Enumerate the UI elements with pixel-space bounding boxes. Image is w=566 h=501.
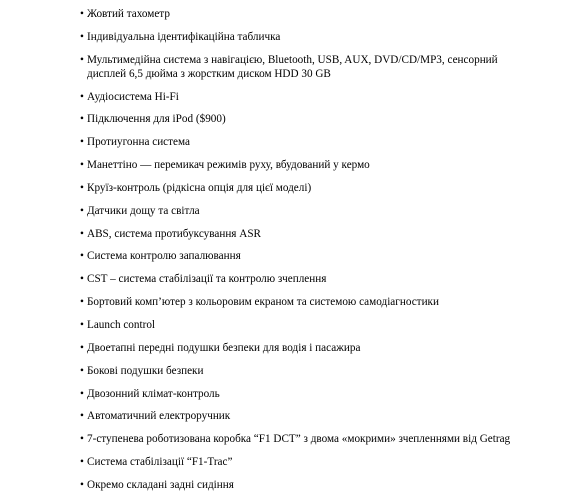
- bullet: •: [80, 250, 84, 263]
- feature-item: [80, 295, 520, 309]
- bullet: •: [80, 364, 84, 377]
- feature-item: [80, 387, 520, 401]
- bullet: •: [80, 8, 84, 20]
- bullet: •: [80, 387, 84, 400]
- feature-text: Мультимедійна система з навігацією, Bluetooth, USB, AUX, DVD/CD/MP3, сенсорний дисплей 6,5 дюйма з жорстким диском HDD 30 GB: [87, 53, 498, 80]
- feature-text: Окремо складані задні сидіння: [87, 478, 234, 491]
- feature-item: [80, 135, 520, 149]
- bullet: •: [80, 204, 84, 217]
- feature-text: Launch control: [87, 318, 156, 331]
- feature-text: Бортовий комп’ютер з кольоровим екраном та системою самодіагностики: [87, 296, 439, 309]
- bullet: •: [80, 273, 84, 286]
- bullet: •: [80, 341, 84, 354]
- feature-text: Двоетапні передні подушки безпеки для водія і пасажира: [87, 341, 361, 354]
- feature-text: Датчики дощу та світла: [87, 204, 200, 217]
- feature-item: [80, 409, 520, 423]
- bullet: •: [80, 410, 84, 423]
- feature-text: Жовтий тахометр: [87, 8, 170, 20]
- feature-text: ABS, система протибуксування ASR: [87, 227, 262, 240]
- bullet: •: [80, 318, 84, 331]
- feature-item: [80, 53, 520, 81]
- bullet: •: [80, 159, 84, 172]
- feature-item: [80, 181, 520, 195]
- bullet: •: [80, 90, 84, 103]
- bullet: •: [80, 478, 84, 491]
- feature-text: Підключення для iPod ($900): [87, 113, 226, 126]
- feature-text: Протиугонна система: [87, 136, 190, 149]
- feature-item: [80, 272, 520, 286]
- feature-text: CST – система стабілізації та контролю зчеплення: [87, 273, 327, 286]
- feature-item: [80, 7, 520, 21]
- feature-item: [80, 455, 520, 469]
- feature-text: Круїз-контроль (рідкісна опція для цієї моделі): [87, 181, 312, 194]
- bullet: •: [80, 30, 84, 43]
- feature-item: [80, 341, 520, 355]
- feature-text: Аудіосистема Hi-Fi: [87, 90, 179, 103]
- feature-item: [80, 318, 520, 332]
- feature-text: Автоматичний електроручник: [87, 410, 231, 423]
- bullet: •: [80, 227, 84, 240]
- feature-item: [80, 432, 520, 446]
- feature-text: 7-ступенева роботизована коробка “F1 DCT” з двома «мокрими» зчепленнями від Getrag: [87, 433, 511, 446]
- bullet: •: [80, 181, 84, 194]
- feature-text: Манеттіно — перемикач режимів руху, вбудований у кермо: [87, 159, 370, 172]
- feature-item: [80, 30, 520, 44]
- feature-text: Двозонний клімат-контроль: [87, 387, 220, 400]
- bullet: •: [80, 53, 84, 66]
- bullet: •: [80, 136, 84, 149]
- feature-item: [80, 227, 520, 241]
- feature-item: [80, 90, 520, 104]
- feature-item: [80, 158, 520, 172]
- feature-text: Система стабілізації “F1-Trac”: [87, 456, 233, 469]
- features-list: [80, 7, 520, 501]
- bullet: •: [80, 113, 84, 126]
- bullet: •: [80, 456, 84, 469]
- feature-item: [80, 364, 520, 378]
- feature-item: [80, 249, 520, 263]
- bullet: •: [80, 433, 84, 446]
- feature-item: [80, 204, 520, 218]
- feature-text: Система контролю запалювання: [87, 250, 241, 263]
- feature-text: Бокові подушки безпеки: [87, 364, 204, 377]
- bullet: •: [80, 296, 84, 309]
- feature-text: Індивідуальна ідентифікаційна табличка: [87, 30, 281, 43]
- feature-item: [80, 112, 520, 126]
